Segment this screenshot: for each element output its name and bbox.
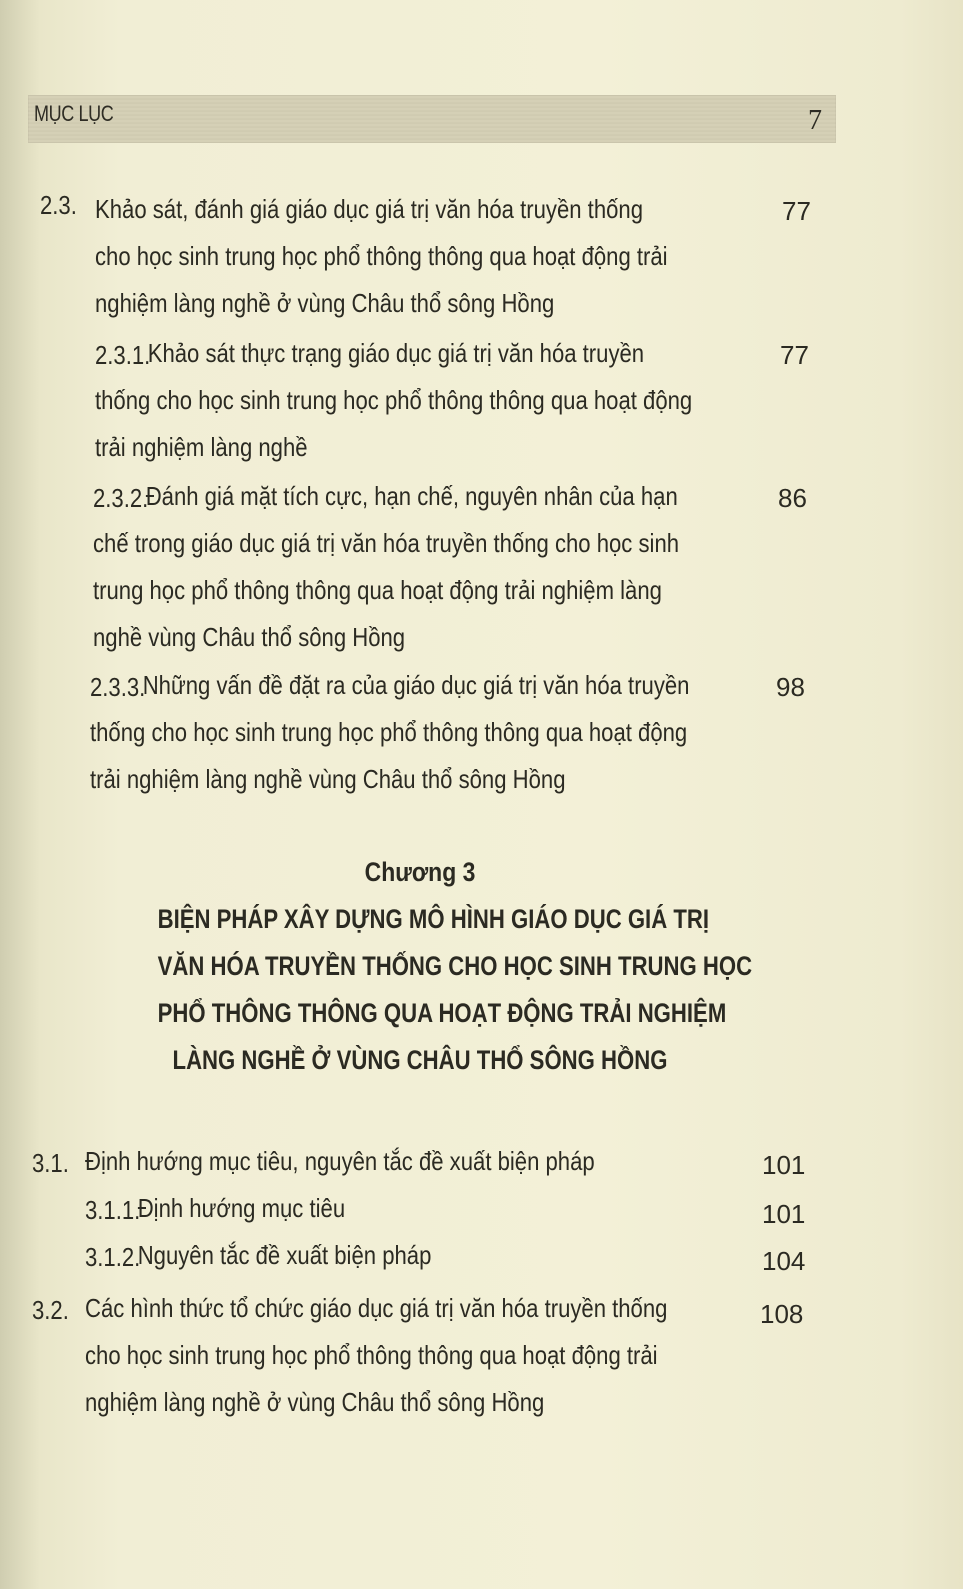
toc-entry-number: 2.3. [40,190,77,220]
toc-entry-number: 3.1. [32,1148,69,1178]
toc-entry-line: Các hình thức tổ chức giáo dục giá trị văn hóa truyền thống [85,1293,668,1323]
header-page-number: 7 [808,105,822,136]
toc-entry-line: thống cho học sinh trung học phổ thông thông qua hoạt động [90,717,688,747]
chapter-heading [100,852,753,1084]
chapter-title-line: BIỆN PHÁP XÂY DỰNG MÔ HÌNH GIÁO DỤC GIÁ TRỊ [157,904,710,934]
toc-entry [85,1138,685,1185]
running-header [28,95,836,143]
header-section-title: MỤC LỤC [34,101,114,126]
toc-entry-line: chế trong giáo dục giá trị văn hóa truyền thống cho học sinh [93,528,680,558]
toc-entry-line: trải nghiệm làng nghề [95,432,308,462]
toc-entry-line: Những vấn đề đặt ra của giáo dục giá trị văn hóa truyền [142,670,690,700]
toc-entry-line: nghiệm làng nghề ở vùng Châu thổ sông Hồng [95,288,555,318]
toc-entry-page: 108 [760,1299,804,1329]
toc-entry-number: 3.2. [32,1295,69,1325]
toc-entry-line: cho học sinh trung học phổ thông thông qua hoạt động trải [95,241,668,271]
toc-entry-line: Khảo sát, đánh giá giáo dục giá trị văn hóa truyền thống [95,194,643,224]
chapter-title-line: LÀNG NGHỀ Ở VÙNG CHÂU THỔ SÔNG HỒNG [172,1045,668,1075]
toc-entry-page: 77 [780,340,809,370]
chapter-title-line: PHỔ THÔNG THÔNG QUA HOẠT ĐỘNG TRẢI NGHIỆM [157,998,727,1028]
toc-entry [95,330,798,471]
toc-entry-page: 101 [762,1199,806,1229]
toc-entry-line: thống cho học sinh trung học phổ thông thông qua hoạt động [95,385,693,415]
chapter-title-line: VĂN HÓA TRUYỀN THỐNG CHO HỌC SINH TRUNG HỌC [157,951,753,981]
toc-entry-page: 77 [782,196,811,226]
toc-entry-number: 3.1.2. [85,1242,141,1272]
toc-entry-page: 86 [778,483,807,513]
toc-entry [85,1185,391,1232]
toc-entry-page: 98 [776,672,805,702]
chapter-title [100,896,753,1084]
toc-entry-line: cho học sinh trung học phổ thông thông qua hoạt động trải [85,1340,658,1370]
toc-entry-line: Đánh giá mặt tích cực, hạn chế, nguyên nhân của hạn [145,481,678,511]
toc-entry-number: 3.1.1. [85,1195,141,1225]
toc-entry-number: 2.3.2. [93,483,149,513]
toc-entry [85,1285,770,1426]
toc-entry [93,473,782,661]
toc-entry [95,186,769,327]
toc-entry-line: Nguyên tắc đề xuất biện pháp [137,1240,432,1270]
toc-entry-number: 2.3.3. [90,672,146,702]
toc-entry-line: nghề vùng Châu thổ sông Hồng [93,622,406,652]
toc-entry-page: 101 [762,1150,806,1180]
toc-entry-line: Định hướng mục tiêu [137,1193,346,1223]
toc-entry-line: Khảo sát thực trạng giáo dục giá trị văn hóa truyền [147,338,645,368]
toc-entry-page: 104 [762,1246,806,1276]
toc-entry-number: 2.3.1. [95,340,151,370]
chapter-label: Chương 3 [364,857,476,887]
toc-entry-line: nghiệm làng nghề ở vùng Châu thổ sông Hồng [85,1387,545,1417]
toc-entry-line: trải nghiệm làng nghề vùng Châu thổ sông Hồng [90,764,566,794]
toc-entry [85,1232,492,1279]
toc-entry-line: Định hướng mục tiêu, nguyên tắc đề xuất biện pháp [85,1146,595,1176]
toc-entry [90,662,795,803]
toc-entry-line: trung học phổ thông thông qua hoạt động trải nghiệm làng [93,575,662,605]
